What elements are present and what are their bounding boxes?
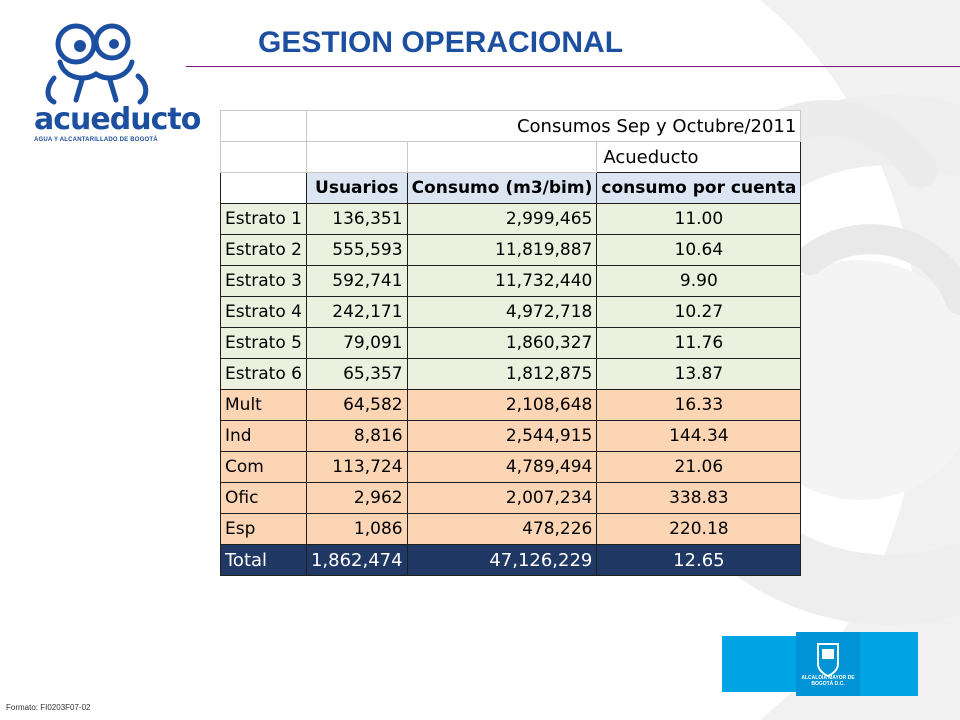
table-row (221, 452, 801, 483)
cell-consumo: 1,812,875 (407, 359, 597, 390)
row-label: Estrato 6 (221, 359, 307, 390)
row-label: Com (221, 452, 307, 483)
row-label: Estrato 4 (221, 297, 307, 328)
cell-usuarios: 64,582 (306, 390, 407, 421)
cell-por-cuenta: 13.87 (597, 359, 801, 390)
cell-consumo: 478,226 (407, 514, 597, 545)
table-row (221, 390, 801, 421)
row-label: Estrato 5 (221, 328, 307, 359)
row-label: Ind (221, 421, 307, 452)
footer-blue-band (722, 632, 918, 696)
consumption-table (220, 110, 801, 576)
table-row (221, 266, 801, 297)
table-row (221, 204, 801, 235)
caption-spacer-cell (221, 111, 307, 142)
logo-wordmark: acueducto (34, 102, 201, 137)
title-divider (186, 66, 960, 67)
table-row (221, 297, 801, 328)
cell-usuarios: 136,351 (306, 204, 407, 235)
cell-por-cuenta: 10.64 (597, 235, 801, 266)
table-caption: Consumos Sep y Octubre/2011 (306, 111, 800, 142)
cell-por-cuenta: 12.65 (597, 545, 801, 576)
logo-subtitle: AGUA Y ALCANTARILLADO DE BOGOTÁ (34, 137, 158, 143)
frog-logo-icon (24, 18, 184, 108)
cell-por-cuenta: 11.00 (597, 204, 801, 235)
row-label: Estrato 2 (221, 235, 307, 266)
row-label: Estrato 1 (221, 204, 307, 235)
cell-usuarios: 1,086 (306, 514, 407, 545)
cell-por-cuenta: 220.18 (597, 514, 801, 545)
blue-block (860, 632, 918, 696)
row-label: Estrato 3 (221, 266, 307, 297)
table-row (221, 359, 801, 390)
group-spacer-cell (407, 142, 597, 173)
column-header-usuarios: Usuarios (306, 173, 407, 204)
cell-consumo: 2,007,234 (407, 483, 597, 514)
table-row (221, 328, 801, 359)
page-title: GESTION OPERACIONAL (258, 26, 624, 59)
seal-caption: ALCALDÍA MAYOR DE BOGOTÁ D.C. (801, 675, 855, 687)
column-header-consumo: Consumo (m3/bim) (407, 173, 597, 204)
cell-por-cuenta: 16.33 (597, 390, 801, 421)
cell-usuarios: 65,357 (306, 359, 407, 390)
column-header-blank (221, 173, 307, 204)
row-label: Total (221, 545, 307, 576)
table-caption-row (221, 111, 801, 142)
table-total-row (221, 545, 801, 576)
cell-por-cuenta: 11.76 (597, 328, 801, 359)
cell-usuarios: 1,862,474 (306, 545, 407, 576)
cell-consumo: 1,860,327 (407, 328, 597, 359)
row-label: Mult (221, 390, 307, 421)
cell-usuarios: 242,171 (306, 297, 407, 328)
cell-consumo: 11,819,887 (407, 235, 597, 266)
table-body (221, 204, 801, 545)
table-row (221, 235, 801, 266)
cell-consumo: 47,126,229 (407, 545, 597, 576)
cell-consumo: 2,544,915 (407, 421, 597, 452)
group-label: Acueducto (597, 142, 801, 173)
cell-por-cuenta: 338.83 (597, 483, 801, 514)
row-label: Esp (221, 514, 307, 545)
cell-por-cuenta: 10.27 (597, 297, 801, 328)
cell-usuarios: 113,724 (306, 452, 407, 483)
cell-usuarios: 8,816 (306, 421, 407, 452)
cell-por-cuenta: 144.34 (597, 421, 801, 452)
column-header-por-cuenta: consumo por cuenta (597, 173, 801, 204)
cell-consumo: 4,789,494 (407, 452, 597, 483)
cell-consumo: 2,108,648 (407, 390, 597, 421)
cell-por-cuenta: 21.06 (597, 452, 801, 483)
cell-consumo: 2,999,465 (407, 204, 597, 235)
cell-usuarios: 2,962 (306, 483, 407, 514)
cell-por-cuenta: 9.90 (597, 266, 801, 297)
blue-block (722, 636, 796, 692)
format-code: Formato: FI0203F07-02 (6, 703, 91, 712)
acueducto-logo (24, 18, 201, 143)
row-label: Ofic (221, 483, 307, 514)
group-spacer-cell (306, 142, 407, 173)
table-row (221, 514, 801, 545)
cell-consumo: 11,732,440 (407, 266, 597, 297)
cell-usuarios: 555,593 (306, 235, 407, 266)
table-row (221, 483, 801, 514)
cell-consumo: 4,972,718 (407, 297, 597, 328)
column-header-row (221, 173, 801, 204)
group-spacer-cell (221, 142, 307, 173)
table-row (221, 421, 801, 452)
cell-usuarios: 592,741 (306, 266, 407, 297)
group-label-row (221, 142, 801, 173)
cell-usuarios: 79,091 (306, 328, 407, 359)
